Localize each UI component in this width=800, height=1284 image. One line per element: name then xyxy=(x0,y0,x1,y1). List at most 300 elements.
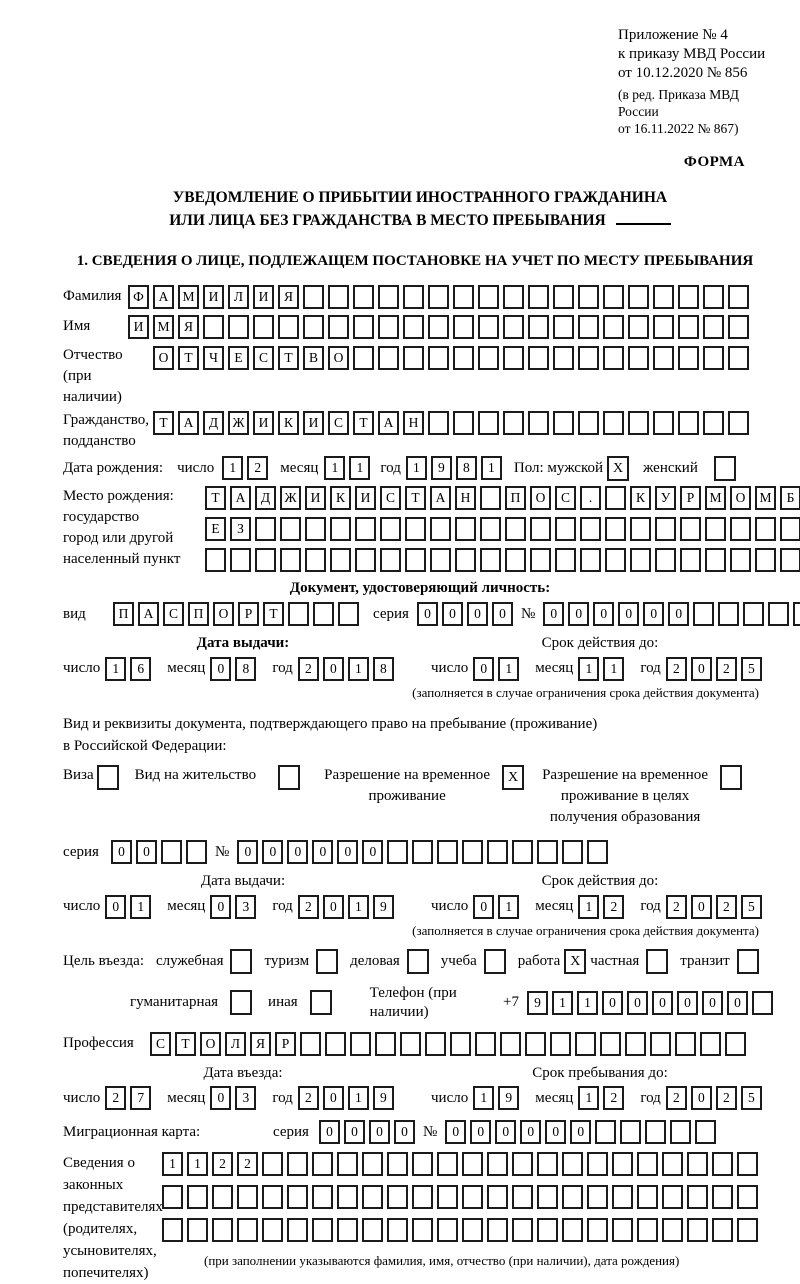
char-cell[interactable]: Р xyxy=(238,602,259,626)
char-cell[interactable]: 2 xyxy=(716,895,737,919)
char-cell[interactable] xyxy=(412,840,433,864)
char-cell[interactable]: 0 xyxy=(467,602,488,626)
char-cell[interactable] xyxy=(687,1218,708,1242)
char-cell[interactable] xyxy=(353,315,374,339)
char-cell[interactable] xyxy=(203,315,224,339)
char-cell[interactable] xyxy=(403,315,424,339)
char-cell[interactable] xyxy=(603,315,624,339)
char-cell[interactable]: 0 xyxy=(473,895,494,919)
char-cell[interactable]: 0 xyxy=(702,991,723,1015)
char-cell[interactable]: 1 xyxy=(348,657,369,681)
char-cell[interactable] xyxy=(595,1120,616,1144)
char-cell[interactable] xyxy=(670,1120,691,1144)
char-cell[interactable] xyxy=(587,1218,608,1242)
char-cell[interactable]: О xyxy=(328,346,349,370)
char-cell[interactable] xyxy=(553,315,574,339)
char-cell[interactable]: Д xyxy=(203,411,224,435)
char-cell[interactable] xyxy=(645,1120,666,1144)
char-cell[interactable] xyxy=(528,346,549,370)
char-cell[interactable] xyxy=(537,840,558,864)
char-cell[interactable]: 0 xyxy=(362,840,383,864)
char-cell[interactable]: 2 xyxy=(247,456,268,480)
char-cell[interactable]: 1 xyxy=(349,456,370,480)
char-cell[interactable]: Т xyxy=(175,1032,196,1056)
char-cell[interactable] xyxy=(478,346,499,370)
char-cell[interactable] xyxy=(512,840,533,864)
purpose-study-checkbox[interactable] xyxy=(484,949,506,974)
char-cell[interactable] xyxy=(338,602,359,626)
char-cell[interactable]: П xyxy=(505,486,526,510)
char-cell[interactable] xyxy=(503,285,524,309)
char-cell[interactable] xyxy=(612,1152,633,1176)
char-cell[interactable] xyxy=(255,517,276,541)
char-cell[interactable]: А xyxy=(430,486,451,510)
char-cell[interactable] xyxy=(378,315,399,339)
char-cell[interactable] xyxy=(553,411,574,435)
char-cell[interactable] xyxy=(628,285,649,309)
char-cell[interactable] xyxy=(328,285,349,309)
char-cell[interactable] xyxy=(550,1032,571,1056)
char-cell[interactable] xyxy=(650,1032,671,1056)
char-cell[interactable]: 0 xyxy=(545,1120,566,1144)
char-cell[interactable] xyxy=(287,1185,308,1209)
char-cell[interactable]: Т xyxy=(405,486,426,510)
char-cell[interactable] xyxy=(405,517,426,541)
char-cell[interactable] xyxy=(737,1152,758,1176)
char-cell[interactable]: И xyxy=(303,411,324,435)
char-cell[interactable] xyxy=(228,315,249,339)
char-cell[interactable] xyxy=(575,1032,596,1056)
char-cell[interactable] xyxy=(287,1152,308,1176)
char-cell[interactable] xyxy=(537,1152,558,1176)
char-cell[interactable]: 0 xyxy=(520,1120,541,1144)
char-cell[interactable] xyxy=(587,1185,608,1209)
char-cell[interactable]: С xyxy=(555,486,576,510)
char-cell[interactable] xyxy=(655,548,676,572)
char-cell[interactable] xyxy=(262,1152,283,1176)
char-cell[interactable] xyxy=(530,517,551,541)
char-cell[interactable]: 3 xyxy=(235,1086,256,1110)
char-cell[interactable]: 0 xyxy=(323,1086,344,1110)
char-cell[interactable] xyxy=(703,346,724,370)
char-cell[interactable]: 0 xyxy=(627,991,648,1015)
char-cell[interactable]: 2 xyxy=(298,1086,319,1110)
char-cell[interactable]: 0 xyxy=(287,840,308,864)
char-cell[interactable] xyxy=(425,1032,446,1056)
char-cell[interactable]: Я xyxy=(250,1032,271,1056)
char-cell[interactable] xyxy=(205,548,226,572)
char-cell[interactable] xyxy=(512,1152,533,1176)
char-cell[interactable] xyxy=(612,1185,633,1209)
char-cell[interactable]: М xyxy=(178,285,199,309)
char-cell[interactable]: 0 xyxy=(394,1120,415,1144)
char-cell[interactable] xyxy=(653,285,674,309)
char-cell[interactable] xyxy=(278,315,299,339)
char-cell[interactable] xyxy=(700,1032,721,1056)
char-cell[interactable] xyxy=(625,1032,646,1056)
char-cell[interactable]: М xyxy=(153,315,174,339)
char-cell[interactable] xyxy=(712,1185,733,1209)
char-cell[interactable] xyxy=(305,548,326,572)
char-cell[interactable] xyxy=(580,517,601,541)
char-cell[interactable]: И xyxy=(355,486,376,510)
char-cell[interactable]: 0 xyxy=(417,602,438,626)
char-cell[interactable]: 0 xyxy=(442,602,463,626)
char-cell[interactable]: З xyxy=(230,517,251,541)
char-cell[interactable]: У xyxy=(655,486,676,510)
char-cell[interactable] xyxy=(337,1218,358,1242)
char-cell[interactable] xyxy=(187,1185,208,1209)
char-cell[interactable]: 2 xyxy=(105,1086,126,1110)
char-cell[interactable] xyxy=(353,346,374,370)
char-cell[interactable]: Р xyxy=(680,486,701,510)
temp-residence-permit-checkbox[interactable]: X xyxy=(502,765,524,790)
char-cell[interactable] xyxy=(687,1185,708,1209)
char-cell[interactable]: 7 xyxy=(130,1086,151,1110)
char-cell[interactable] xyxy=(305,517,326,541)
char-cell[interactable] xyxy=(620,1120,641,1144)
char-cell[interactable] xyxy=(780,517,800,541)
char-cell[interactable] xyxy=(453,285,474,309)
char-cell[interactable] xyxy=(755,517,776,541)
char-cell[interactable] xyxy=(653,315,674,339)
purpose-work-checkbox[interactable]: X xyxy=(564,949,586,974)
char-cell[interactable]: 2 xyxy=(666,657,687,681)
char-cell[interactable]: И xyxy=(203,285,224,309)
char-cell[interactable]: 0 xyxy=(691,657,712,681)
char-cell[interactable]: 2 xyxy=(212,1152,233,1176)
char-cell[interactable]: 1 xyxy=(498,657,519,681)
char-cell[interactable] xyxy=(262,1185,283,1209)
char-cell[interactable]: 0 xyxy=(237,840,258,864)
char-cell[interactable]: 0 xyxy=(473,657,494,681)
char-cell[interactable] xyxy=(161,840,182,864)
char-cell[interactable] xyxy=(300,1032,321,1056)
char-cell[interactable] xyxy=(630,517,651,541)
char-cell[interactable] xyxy=(455,548,476,572)
sex-female-checkbox[interactable] xyxy=(714,456,736,481)
char-cell[interactable]: 5 xyxy=(741,895,762,919)
char-cell[interactable] xyxy=(462,1152,483,1176)
char-cell[interactable] xyxy=(730,517,751,541)
char-cell[interactable]: 0 xyxy=(543,602,564,626)
char-cell[interactable]: 0 xyxy=(643,602,664,626)
char-cell[interactable]: 5 xyxy=(741,1086,762,1110)
char-cell[interactable]: 1 xyxy=(105,657,126,681)
char-cell[interactable] xyxy=(437,840,458,864)
char-cell[interactable]: Л xyxy=(228,285,249,309)
char-cell[interactable]: 6 xyxy=(130,657,151,681)
char-cell[interactable]: К xyxy=(278,411,299,435)
char-cell[interactable]: М xyxy=(755,486,776,510)
char-cell[interactable]: 2 xyxy=(298,895,319,919)
char-cell[interactable] xyxy=(600,1032,621,1056)
char-cell[interactable]: 0 xyxy=(105,895,126,919)
char-cell[interactable] xyxy=(530,548,551,572)
char-cell[interactable] xyxy=(362,1185,383,1209)
char-cell[interactable] xyxy=(337,1152,358,1176)
residence-permit-checkbox[interactable] xyxy=(278,765,300,790)
char-cell[interactable] xyxy=(355,548,376,572)
char-cell[interactable] xyxy=(637,1218,658,1242)
char-cell[interactable] xyxy=(712,1152,733,1176)
char-cell[interactable]: Я xyxy=(278,285,299,309)
char-cell[interactable]: Д xyxy=(255,486,276,510)
char-cell[interactable] xyxy=(430,548,451,572)
char-cell[interactable]: Н xyxy=(403,411,424,435)
char-cell[interactable] xyxy=(705,517,726,541)
char-cell[interactable]: Т xyxy=(263,602,284,626)
purpose-transit-checkbox[interactable] xyxy=(737,949,759,974)
char-cell[interactable]: Б xyxy=(780,486,800,510)
char-cell[interactable]: 1 xyxy=(406,456,427,480)
char-cell[interactable] xyxy=(480,486,501,510)
char-cell[interactable] xyxy=(578,285,599,309)
char-cell[interactable]: И xyxy=(128,315,149,339)
char-cell[interactable] xyxy=(728,346,749,370)
char-cell[interactable]: П xyxy=(188,602,209,626)
char-cell[interactable] xyxy=(312,1218,333,1242)
char-cell[interactable] xyxy=(212,1185,233,1209)
char-cell[interactable] xyxy=(630,548,651,572)
char-cell[interactable]: К xyxy=(630,486,651,510)
char-cell[interactable] xyxy=(678,315,699,339)
char-cell[interactable]: 0 xyxy=(602,991,623,1015)
char-cell[interactable] xyxy=(605,548,626,572)
char-cell[interactable] xyxy=(255,548,276,572)
visa-checkbox[interactable] xyxy=(97,765,119,790)
char-cell[interactable]: П xyxy=(113,602,134,626)
char-cell[interactable] xyxy=(780,548,800,572)
char-cell[interactable] xyxy=(478,315,499,339)
char-cell[interactable] xyxy=(487,1152,508,1176)
char-cell[interactable] xyxy=(743,602,764,626)
char-cell[interactable] xyxy=(718,602,739,626)
char-cell[interactable]: 1 xyxy=(222,456,243,480)
char-cell[interactable]: 0 xyxy=(210,1086,231,1110)
char-cell[interactable] xyxy=(528,411,549,435)
char-cell[interactable]: Е xyxy=(228,346,249,370)
char-cell[interactable]: 1 xyxy=(498,895,519,919)
char-cell[interactable]: 0 xyxy=(727,991,748,1015)
char-cell[interactable] xyxy=(680,548,701,572)
char-cell[interactable] xyxy=(752,991,773,1015)
char-cell[interactable] xyxy=(728,411,749,435)
char-cell[interactable]: И xyxy=(253,285,274,309)
char-cell[interactable] xyxy=(303,285,324,309)
char-cell[interactable]: 0 xyxy=(337,840,358,864)
char-cell[interactable] xyxy=(337,1185,358,1209)
char-cell[interactable]: 2 xyxy=(716,1086,737,1110)
char-cell[interactable] xyxy=(525,1032,546,1056)
char-cell[interactable] xyxy=(678,346,699,370)
char-cell[interactable] xyxy=(303,315,324,339)
char-cell[interactable]: 0 xyxy=(652,991,673,1015)
char-cell[interactable]: 1 xyxy=(552,991,573,1015)
char-cell[interactable] xyxy=(325,1032,346,1056)
char-cell[interactable]: К xyxy=(330,486,351,510)
char-cell[interactable] xyxy=(703,315,724,339)
char-cell[interactable] xyxy=(693,602,714,626)
char-cell[interactable]: И xyxy=(305,486,326,510)
char-cell[interactable] xyxy=(387,1152,408,1176)
char-cell[interactable] xyxy=(380,548,401,572)
char-cell[interactable] xyxy=(628,315,649,339)
char-cell[interactable] xyxy=(712,1218,733,1242)
char-cell[interactable]: С xyxy=(328,411,349,435)
char-cell[interactable]: 0 xyxy=(492,602,513,626)
char-cell[interactable]: Т xyxy=(353,411,374,435)
char-cell[interactable] xyxy=(505,548,526,572)
char-cell[interactable]: 0 xyxy=(262,840,283,864)
char-cell[interactable]: 0 xyxy=(568,602,589,626)
char-cell[interactable] xyxy=(462,1218,483,1242)
char-cell[interactable] xyxy=(450,1032,471,1056)
char-cell[interactable]: 1 xyxy=(481,456,502,480)
char-cell[interactable] xyxy=(678,411,699,435)
char-cell[interactable] xyxy=(703,285,724,309)
char-cell[interactable] xyxy=(505,517,526,541)
char-cell[interactable] xyxy=(728,315,749,339)
char-cell[interactable]: 0 xyxy=(111,840,132,864)
char-cell[interactable] xyxy=(453,346,474,370)
char-cell[interactable] xyxy=(453,411,474,435)
char-cell[interactable]: 1 xyxy=(324,456,345,480)
char-cell[interactable] xyxy=(628,411,649,435)
char-cell[interactable] xyxy=(428,346,449,370)
char-cell[interactable]: Ф xyxy=(128,285,149,309)
char-cell[interactable] xyxy=(405,548,426,572)
char-cell[interactable]: 1 xyxy=(577,991,598,1015)
char-cell[interactable]: 0 xyxy=(691,895,712,919)
char-cell[interactable] xyxy=(400,1032,421,1056)
char-cell[interactable] xyxy=(387,1185,408,1209)
char-cell[interactable] xyxy=(380,517,401,541)
char-cell[interactable] xyxy=(528,315,549,339)
purpose-humanitarian-checkbox[interactable] xyxy=(230,990,252,1015)
char-cell[interactable]: 0 xyxy=(570,1120,591,1144)
char-cell[interactable]: 8 xyxy=(235,657,256,681)
char-cell[interactable] xyxy=(412,1218,433,1242)
purpose-other-checkbox[interactable] xyxy=(310,990,332,1015)
char-cell[interactable] xyxy=(330,548,351,572)
char-cell[interactable]: 9 xyxy=(373,895,394,919)
char-cell[interactable] xyxy=(555,517,576,541)
char-cell[interactable]: 1 xyxy=(578,895,599,919)
char-cell[interactable]: 0 xyxy=(312,840,333,864)
char-cell[interactable] xyxy=(503,346,524,370)
char-cell[interactable] xyxy=(253,315,274,339)
char-cell[interactable] xyxy=(678,285,699,309)
char-cell[interactable] xyxy=(230,548,251,572)
char-cell[interactable]: 8 xyxy=(373,657,394,681)
char-cell[interactable] xyxy=(350,1032,371,1056)
char-cell[interactable]: А xyxy=(138,602,159,626)
char-cell[interactable]: 0 xyxy=(470,1120,491,1144)
char-cell[interactable]: 0 xyxy=(677,991,698,1015)
char-cell[interactable]: Ж xyxy=(228,411,249,435)
char-cell[interactable]: В xyxy=(303,346,324,370)
char-cell[interactable] xyxy=(587,1152,608,1176)
char-cell[interactable] xyxy=(680,517,701,541)
char-cell[interactable]: 2 xyxy=(603,1086,624,1110)
char-cell[interactable]: А xyxy=(178,411,199,435)
char-cell[interactable] xyxy=(730,548,751,572)
char-cell[interactable]: 1 xyxy=(473,1086,494,1110)
char-cell[interactable] xyxy=(280,548,301,572)
char-cell[interactable] xyxy=(555,548,576,572)
char-cell[interactable]: 2 xyxy=(298,657,319,681)
char-cell[interactable] xyxy=(312,1152,333,1176)
char-cell[interactable]: С xyxy=(253,346,274,370)
char-cell[interactable] xyxy=(528,285,549,309)
char-cell[interactable]: 2 xyxy=(603,895,624,919)
char-cell[interactable] xyxy=(378,285,399,309)
char-cell[interactable] xyxy=(387,840,408,864)
char-cell[interactable] xyxy=(603,346,624,370)
char-cell[interactable]: О xyxy=(730,486,751,510)
sex-male-checkbox[interactable]: X xyxy=(607,456,629,481)
char-cell[interactable]: 2 xyxy=(666,895,687,919)
char-cell[interactable]: Ж xyxy=(280,486,301,510)
char-cell[interactable]: О xyxy=(200,1032,221,1056)
char-cell[interactable] xyxy=(603,285,624,309)
char-cell[interactable]: 9 xyxy=(498,1086,519,1110)
char-cell[interactable]: А xyxy=(230,486,251,510)
char-cell[interactable] xyxy=(662,1152,683,1176)
char-cell[interactable] xyxy=(262,1218,283,1242)
char-cell[interactable] xyxy=(328,315,349,339)
char-cell[interactable]: 1 xyxy=(187,1152,208,1176)
char-cell[interactable]: 2 xyxy=(716,657,737,681)
char-cell[interactable] xyxy=(187,1218,208,1242)
char-cell[interactable] xyxy=(412,1185,433,1209)
char-cell[interactable] xyxy=(353,285,374,309)
char-cell[interactable]: 9 xyxy=(527,991,548,1015)
char-cell[interactable] xyxy=(437,1152,458,1176)
char-cell[interactable]: 2 xyxy=(666,1086,687,1110)
char-cell[interactable] xyxy=(437,1185,458,1209)
char-cell[interactable] xyxy=(603,411,624,435)
char-cell[interactable] xyxy=(462,1185,483,1209)
char-cell[interactable]: 9 xyxy=(431,456,452,480)
char-cell[interactable] xyxy=(475,1032,496,1056)
char-cell[interactable] xyxy=(587,840,608,864)
char-cell[interactable] xyxy=(628,346,649,370)
char-cell[interactable] xyxy=(162,1218,183,1242)
char-cell[interactable] xyxy=(453,315,474,339)
char-cell[interactable] xyxy=(637,1185,658,1209)
char-cell[interactable] xyxy=(675,1032,696,1056)
char-cell[interactable] xyxy=(428,315,449,339)
char-cell[interactable]: Р xyxy=(275,1032,296,1056)
char-cell[interactable] xyxy=(605,486,626,510)
char-cell[interactable] xyxy=(578,315,599,339)
char-cell[interactable] xyxy=(480,517,501,541)
char-cell[interactable] xyxy=(288,602,309,626)
char-cell[interactable]: 0 xyxy=(618,602,639,626)
char-cell[interactable] xyxy=(237,1185,258,1209)
char-cell[interactable]: . xyxy=(580,486,601,510)
char-cell[interactable]: 3 xyxy=(235,895,256,919)
char-cell[interactable] xyxy=(212,1218,233,1242)
char-cell[interactable] xyxy=(478,411,499,435)
char-cell[interactable] xyxy=(287,1218,308,1242)
char-cell[interactable] xyxy=(605,517,626,541)
char-cell[interactable] xyxy=(237,1218,258,1242)
char-cell[interactable] xyxy=(330,517,351,541)
char-cell[interactable]: Я xyxy=(178,315,199,339)
